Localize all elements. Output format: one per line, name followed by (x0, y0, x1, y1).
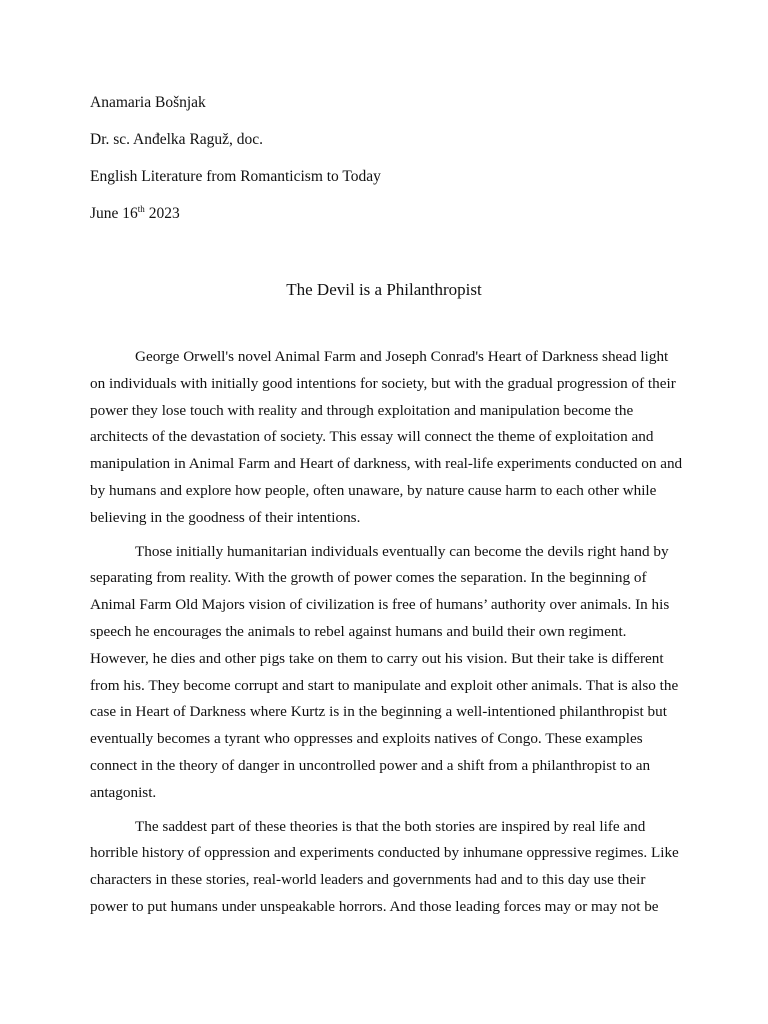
document-date (90, 204, 690, 224)
paragraph-line: believing in the goodness of their intentions. (90, 508, 361, 526)
author-name: Anamaria Bošnjak (90, 94, 206, 111)
date-year: 2023 (144, 205, 180, 222)
paragraph-line: However, he dies and other pigs take on them to carry out his vision. But their take is different (90, 649, 664, 667)
paragraph-line: power they lose touch with reality and through exploitation and manipulation become the (90, 401, 634, 419)
paragraph-line: horrible history of oppression and experiments conducted by inhumane oppressive regimes. Like (90, 844, 679, 862)
paragraph-line: case in Heart of Darkness where Kurtz is in the beginning a well-intentioned philanthropist but (90, 703, 667, 721)
paragraph-line: manipulation in Animal Farm and Heart of darkness, with real-life experiments conducted on and (90, 455, 683, 473)
paragraph-line: architects of the devastation of society. This essay will connect the theme of exploitation and (90, 428, 654, 446)
paragraph-3 (90, 814, 682, 921)
course-name: English Literature from Romanticism to Today (90, 168, 381, 185)
paragraph-line: antagonist. (90, 783, 157, 801)
paragraph-line: George Orwell's novel Animal Farm and Joseph Conrad's Heart of Darkness shead light (135, 348, 669, 365)
paragraph-line: eventually becomes a tyrant who oppresses and exploits natives of Congo. These examples (90, 730, 643, 748)
paragraph-line: power to put humans under unspeakable horrors. And those leading forces may or may not be (90, 897, 659, 915)
date-ordinal-suffix: th (137, 204, 145, 214)
paragraph-line: Those initially humanitarian individuals eventually can become the devils right hand by (135, 542, 669, 560)
paragraph-line: connect in the theory of danger in uncontrolled power and a shift from a philanthropist to an (90, 756, 651, 774)
paragraph-line: by humans and explore how people, often unaware, by nature cause harm to each other while (90, 481, 657, 499)
paragraph-line: The saddest part of these theories is that the both stories are inspired by real life and (135, 817, 646, 835)
paragraph-line: speech he encourages the animals to rebel against humans and build their own regiment. (90, 622, 627, 640)
essay-body (90, 344, 682, 928)
essay-title: The Devil is a Philanthropist (286, 280, 482, 299)
paragraph-1 (90, 344, 682, 532)
document-header (90, 93, 690, 241)
paragraph-line: on individuals with initially good intentions for society, but with the gradual progression of their (90, 374, 676, 392)
date-month-day: June 16 (90, 205, 138, 222)
instructor-name: Dr. sc. Anđelka Raguž, doc. (90, 131, 264, 148)
paragraph-line: from his. They become corrupt and start to manipulate and exploit other animals. That is also the (90, 676, 679, 694)
paragraph-2 (90, 539, 682, 807)
paragraph-line: characters in these stories, real-world leaders and governments had and to this day use their (90, 871, 646, 889)
paragraph-line: Animal Farm Old Majors vision of civilization is free of humans’ authority over animals. In his (90, 596, 670, 614)
paragraph-line: separating from reality. With the growth of power comes the separation. In the beginning of (90, 569, 647, 587)
